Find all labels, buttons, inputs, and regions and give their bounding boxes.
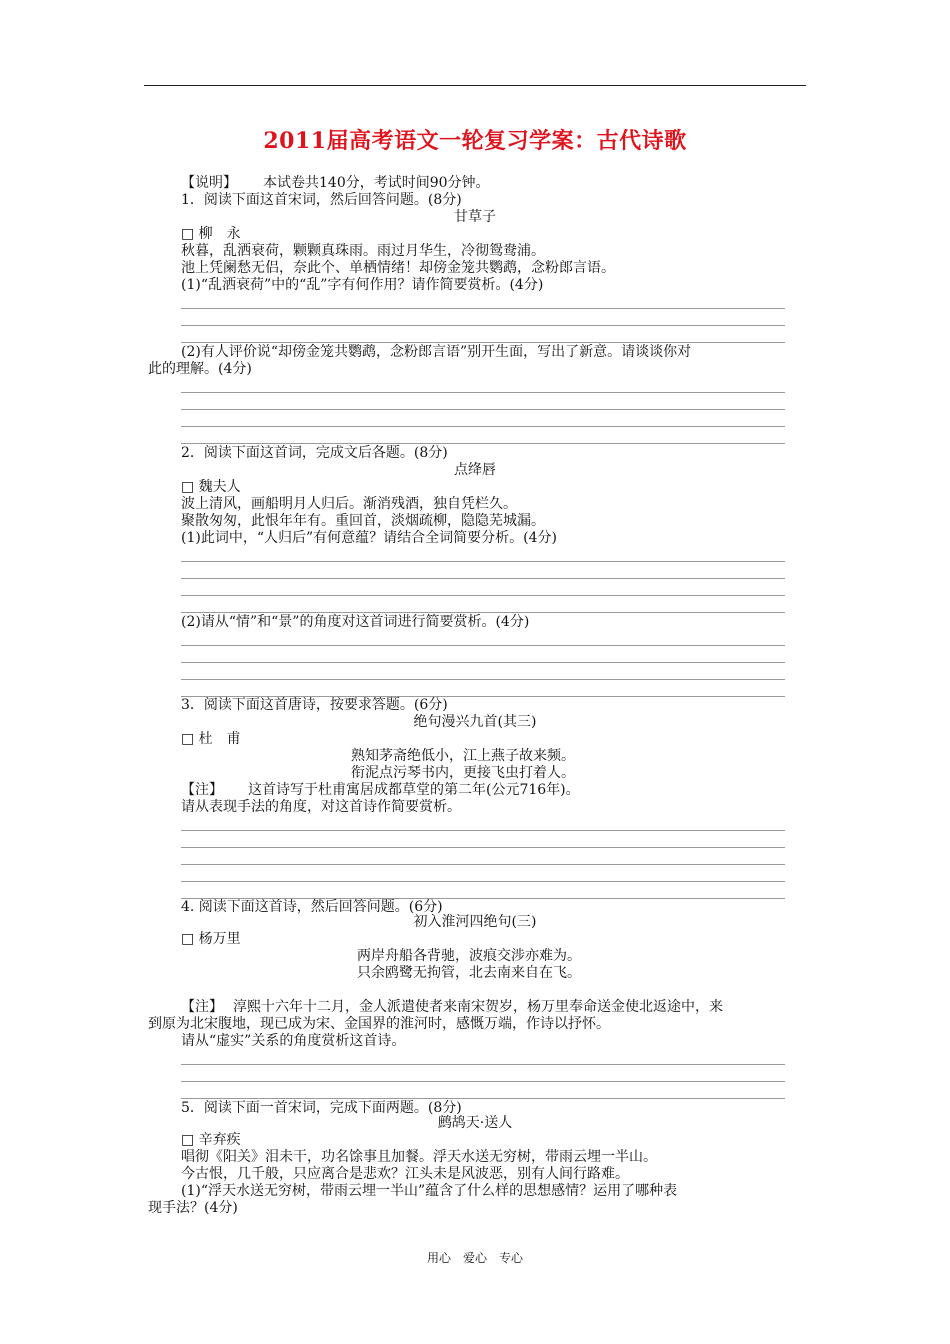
answer-line xyxy=(181,1081,785,1082)
q2-sub1: (1)此词中，“人归后”有何意蕴？请结合全词简要分析。(4分) xyxy=(181,530,557,546)
answer-line xyxy=(181,325,785,326)
q3-poem-line-1: 熟知茅斋绝低小，江上燕子故来频。 xyxy=(351,748,575,764)
answer-line xyxy=(181,426,785,427)
answer-line xyxy=(181,612,785,613)
page-footer: 用心 爱心 专心 xyxy=(426,1251,523,1265)
answer-line xyxy=(181,830,785,831)
intro-label: 【说明】 xyxy=(181,175,237,191)
q4-note-line-2: 到原为北宋腹地，现已成为宋、金国界的淮河时，感慨万端，作诗以抒怀。 xyxy=(148,1016,610,1032)
q5-poem-line-2: 今古恨，几千般，只应离合是悲欢？江头未是风波恶，别有人间行路难。 xyxy=(181,1166,629,1182)
answer-line xyxy=(181,578,785,579)
q4-note-label: 【注】 xyxy=(181,999,223,1015)
answer-line xyxy=(181,595,785,596)
q4-question: 请从“虚实”关系的角度赏析这首诗。 xyxy=(181,1033,406,1049)
q4-author: □ 杨万里 xyxy=(181,931,241,947)
q3-poem-line-2: 衔泥点污琴书内，更接飞虫打着人。 xyxy=(351,765,575,781)
intro-text: 本试卷共140分，考试时间90分钟。 xyxy=(263,175,490,191)
q3-poem-title: 绝句漫兴九首(其三) xyxy=(413,714,537,730)
answer-line xyxy=(181,1098,785,1099)
answer-line xyxy=(181,881,785,882)
answer-line xyxy=(181,443,785,444)
page-title: 2011届高考语文一轮复习学案：古代诗歌 xyxy=(263,128,687,154)
answer-line xyxy=(181,864,785,865)
answer-line xyxy=(181,392,785,393)
header-rule xyxy=(144,85,806,86)
q3-note: 这首诗写于杜甫寓居成都草堂的第二年(公元716年)。 xyxy=(248,782,580,798)
q5-author: □ 辛弃疾 xyxy=(181,1132,241,1148)
q1-poem-line-2: 池上凭阑愁无侣，奈此个、单栖情绪！却傍金笼共鹦鹉，念粉郎言语。 xyxy=(181,260,615,276)
q1-author: □ 柳 永 xyxy=(181,226,241,242)
q3-author: □ 杜 甫 xyxy=(181,731,241,747)
q1-stem: 1．阅读下面这首宋词，然后回答问题。(8分) xyxy=(181,192,462,208)
q5-poem-line-1: 唱彻《阳关》泪未干，功名馀事且加餐。浮天水送无穷树，带雨云埋一半山。 xyxy=(181,1149,657,1165)
q4-poem-title: 初入淮河四绝句(三) xyxy=(413,914,537,930)
q3-question: 请从表现手法的角度，对这首诗作简要赏析。 xyxy=(181,799,461,815)
q1-poem-line-1: 秋暮，乱洒衰荷，颗颗真珠雨。雨过月华生，冷彻鸳鸯浦。 xyxy=(181,243,545,259)
answer-line xyxy=(181,679,785,680)
q4-poem-line-2: 只余鸥鹭无拘管，北去南来自在飞。 xyxy=(357,965,581,981)
q4-note-line-1: 淳熙十六年十二月，金人派遣使者来南宋贺岁，杨万里奉命送金使北返途中，来 xyxy=(233,999,723,1015)
q4-stem: 4. 阅读下面这首诗，然后回答问题。(6分) xyxy=(181,899,443,915)
answer-line xyxy=(181,342,785,343)
answer-line xyxy=(181,645,785,646)
q5-poem-title: 鹧鸪天·送人 xyxy=(437,1115,513,1131)
q2-sub2: (2)请从“情”和“景”的角度对这首词进行简要赏析。(4分) xyxy=(181,614,530,630)
q2-poem-line-1: 波上清风，画船明月人归后。渐消残酒，独自凭栏久。 xyxy=(181,496,517,512)
q1-poem-title: 甘草子 xyxy=(454,209,496,225)
q3-stem: 3．阅读下面这首唐诗，按要求答题。(6分) xyxy=(181,697,448,713)
q2-author: □ 魏夫人 xyxy=(181,479,241,495)
q5-sub1-line-1: (1)“浮天水送无穷树，带雨云埋一半山”蕴含了什么样的思想感情？运用了哪种表 xyxy=(181,1183,678,1199)
answer-line xyxy=(181,409,785,410)
q1-sub1: (1)“乱洒衰荷”中的“乱”字有何作用？请作简要赏析。(4分) xyxy=(181,277,544,293)
answer-line xyxy=(181,662,785,663)
q5-stem: 5．阅读下面一首宋词，完成下面两题。(8分) xyxy=(181,1100,462,1116)
q3-note-label: 【注】 xyxy=(181,782,223,798)
q1-sub2-line-2: 此的理解。(4分) xyxy=(148,361,252,377)
q5-sub1-line-2: 现手法？(4分) xyxy=(148,1200,238,1216)
q4-poem-line-1: 两岸舟船各背驰，波痕交涉亦难为。 xyxy=(357,948,581,964)
q2-stem: 2．阅读下面这首词，完成文后各题。(8分) xyxy=(181,445,448,461)
answer-line xyxy=(181,1064,785,1065)
q1-sub2-line-1: (2)有人评价说“却傍金笼共鹦鹉，念粉郎言语”别开生面，写出了新意。请谈谈你对 xyxy=(181,344,692,360)
answer-line xyxy=(181,308,785,309)
answer-line xyxy=(181,847,785,848)
q2-poem-line-2: 聚散匆匆，此恨年年有。重回首，淡烟疏柳，隐隐芜城漏。 xyxy=(181,513,545,529)
answer-line xyxy=(181,561,785,562)
q2-poem-title: 点绛唇 xyxy=(454,462,496,478)
